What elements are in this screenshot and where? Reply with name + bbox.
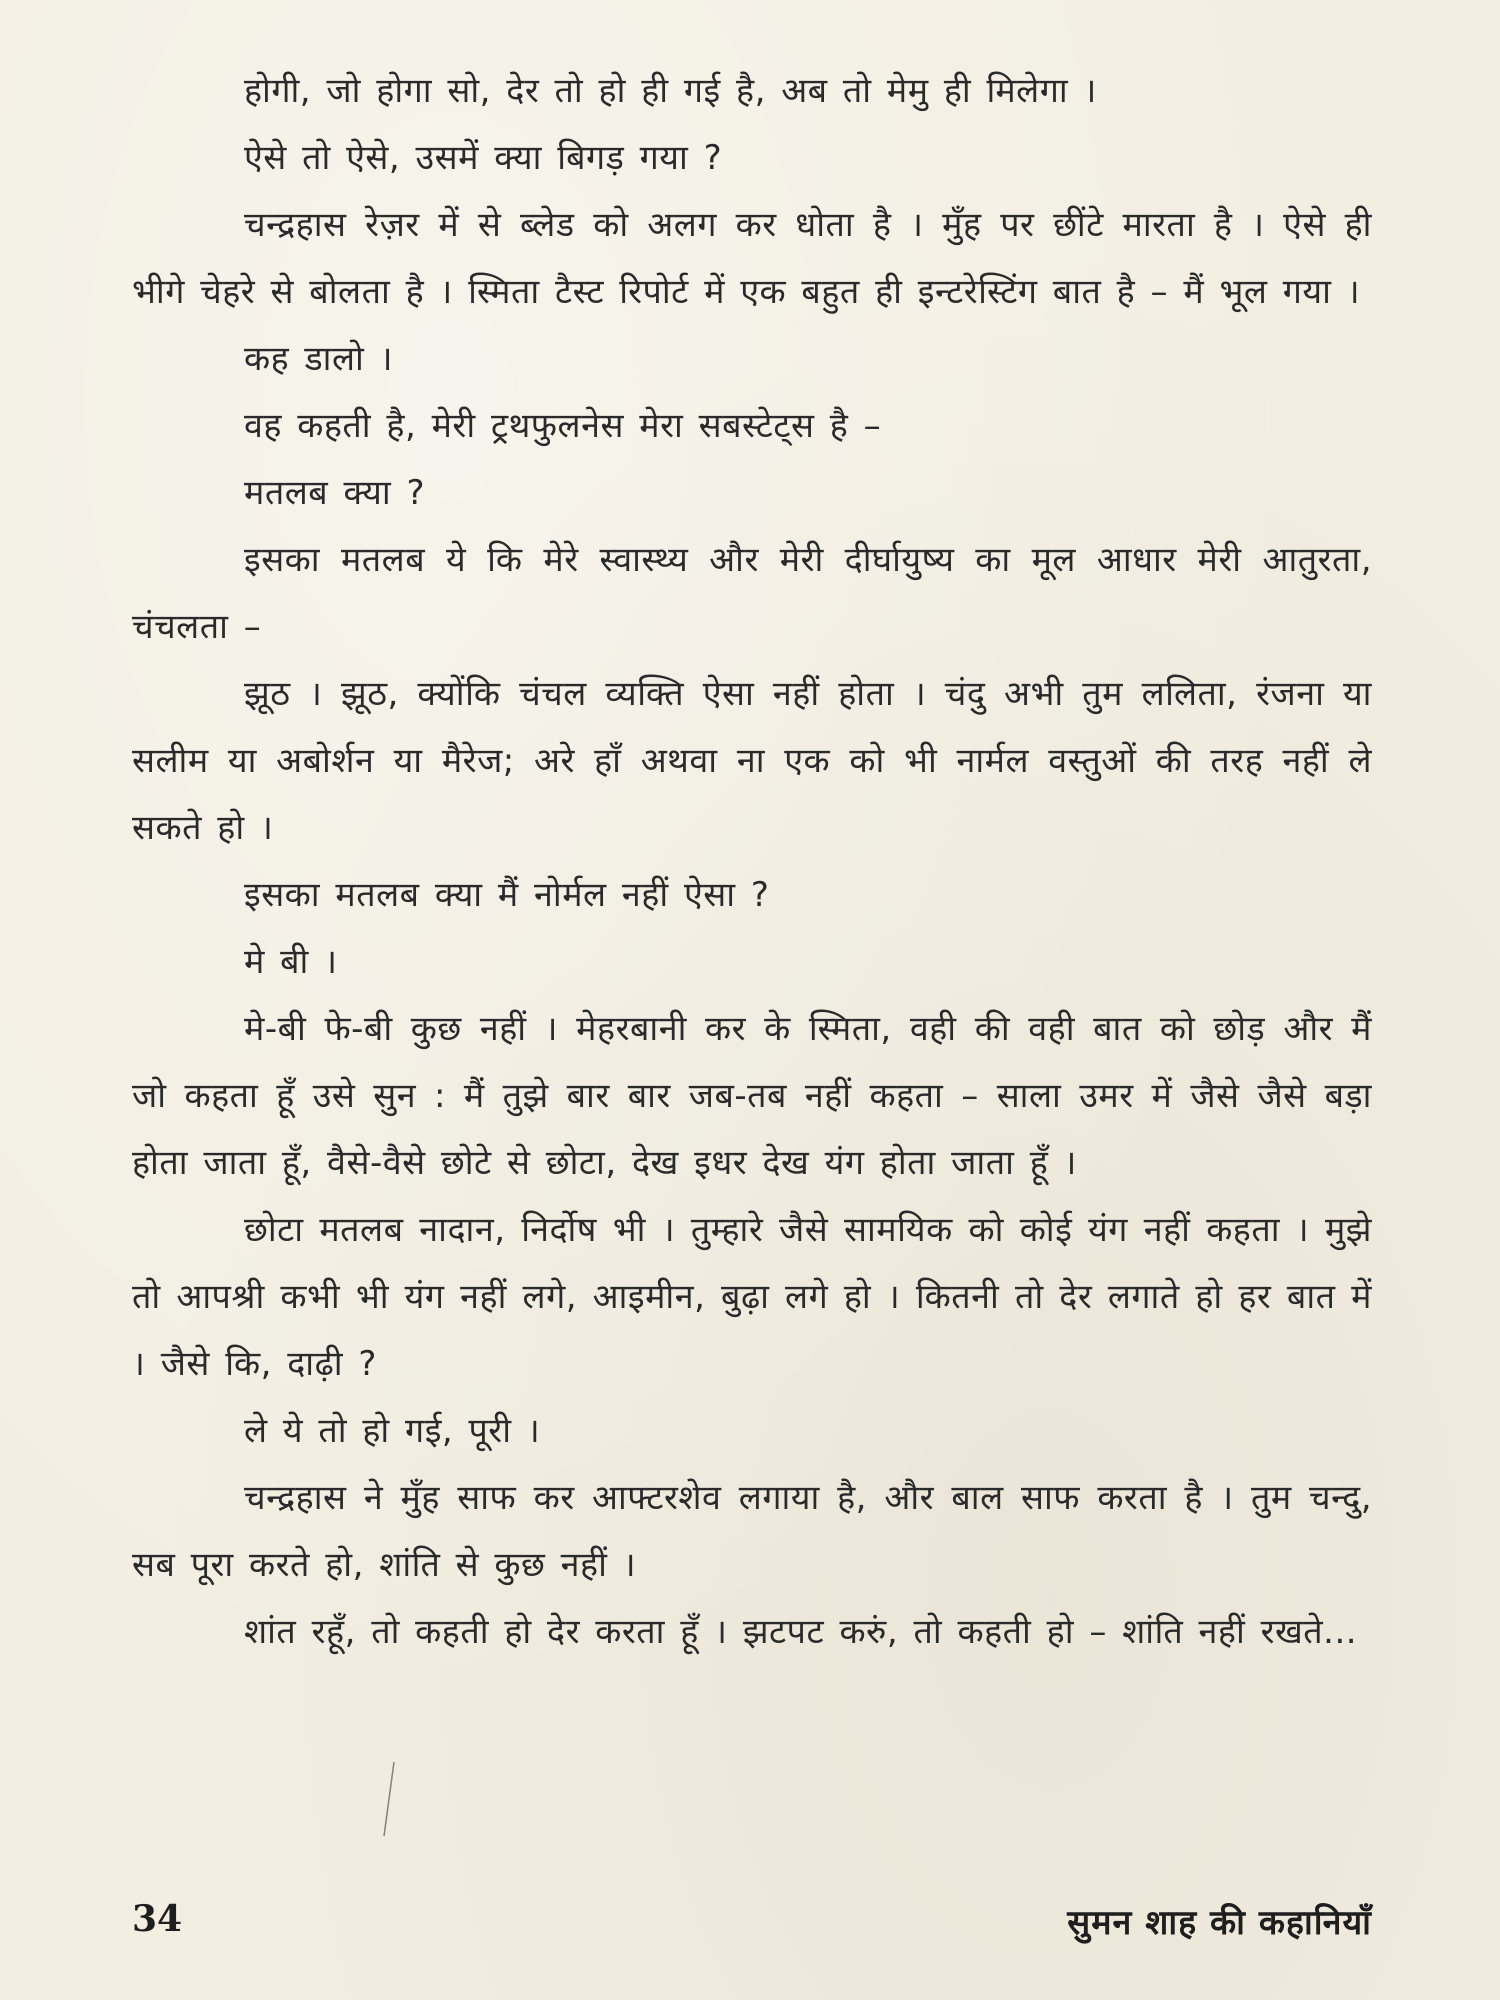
paragraph: मे-बी फे-बी कुछ नहीं । मेहरबानी कर के स्मिता, वही की वही बात को छोड़ और मैं जो कहता हूँ उसे सुन : मैं तुझे बार बार जब-तब नहीं कहता – साला उमर में जैसे जैसे बड़ा होता जाता हूँ, वैसे-वैसे छोटे से छोटा, देख इधर देख यंग होता जाता हूँ । [132, 1009, 1372, 1183]
paragraph: कह डालो । [244, 339, 394, 379]
paragraph: मे बी । [244, 942, 338, 982]
paragraph: झूठ । झूठ, क्योंकि चंचल व्यक्ति ऐसा नहीं होता । चंदु अभी तुम ललिता, रंजना या सलीम या अबोर्शन या मैरेज; अरे हाँ अथवा ना एक को भी नार्मल वस्तुओं की तरह नहीं ले सकते हो । [132, 674, 1372, 848]
story-text [132, 58, 1372, 1666]
pen-stroke-mark [380, 1760, 400, 1840]
paragraph: चन्द्रहास रेज़र में से ब्लेड को अलग कर धोता है । मुँह पर छींटे मारता है । ऐसे ही भीगे चेहरे से बोलता है । स्मिता टैस्ट रिपोर्ट में एक बहुत ही इन्टरेस्टिंग बात है – मैं भूल गया । [132, 205, 1372, 312]
paragraph: ऐसे तो ऐसे, उसमें क्या बिगड़ गया ? [244, 138, 723, 178]
page-number: 34 [132, 1898, 183, 1940]
page-footer [132, 1898, 1372, 1948]
paragraph: वह कहती है, मेरी ट्रथफुलनेस मेरा सबस्टेट्स है – [244, 406, 882, 446]
paragraph: चन्द्रहास ने मुँह साफ कर आफ्टरशेव लगाया है, और बाल साफ करता है । तुम चन्दु, सब पूरा करते हो, शांति से कुछ नहीं । [132, 1478, 1372, 1585]
paragraph: शांत रहूँ, तो कहती हो देर करता हूँ । झटपट करुं, तो कहती हो – शांति नहीं रखते... [244, 1612, 1358, 1652]
paragraph: छोटा मतलब नादान, निर्दोष भी । तुम्हारे जैसे सामयिक को कोई यंग नहीं कहता । मुझे तो आपश्री कभी भी यंग नहीं लगे, आइमीन, बुढ़ा लगे हो । कितनी तो देर लगाते हो हर बात में । जैसे कि, दाढ़ी ? [132, 1210, 1372, 1384]
paragraph: ले ये तो हो गई, पूरी । [244, 1411, 541, 1451]
book-title: सुमन शाह की कहानियाँ [1067, 1903, 1372, 1943]
paragraph: मतलब क्या ? [244, 473, 426, 513]
paragraph: होगी, जो होगा सो, देर तो हो ही गई है, अब तो मेमु ही मिलेगा । [244, 71, 1097, 111]
paragraph: इसका मतलब क्या मैं नोर्मल नहीं ऐसा ? [244, 875, 770, 915]
paragraph: इसका मतलब ये कि मेरे स्वास्थ्य और मेरी दीर्घायुष्य का मूल आधार मेरी आतुरता, चंचलता – [132, 540, 1372, 647]
